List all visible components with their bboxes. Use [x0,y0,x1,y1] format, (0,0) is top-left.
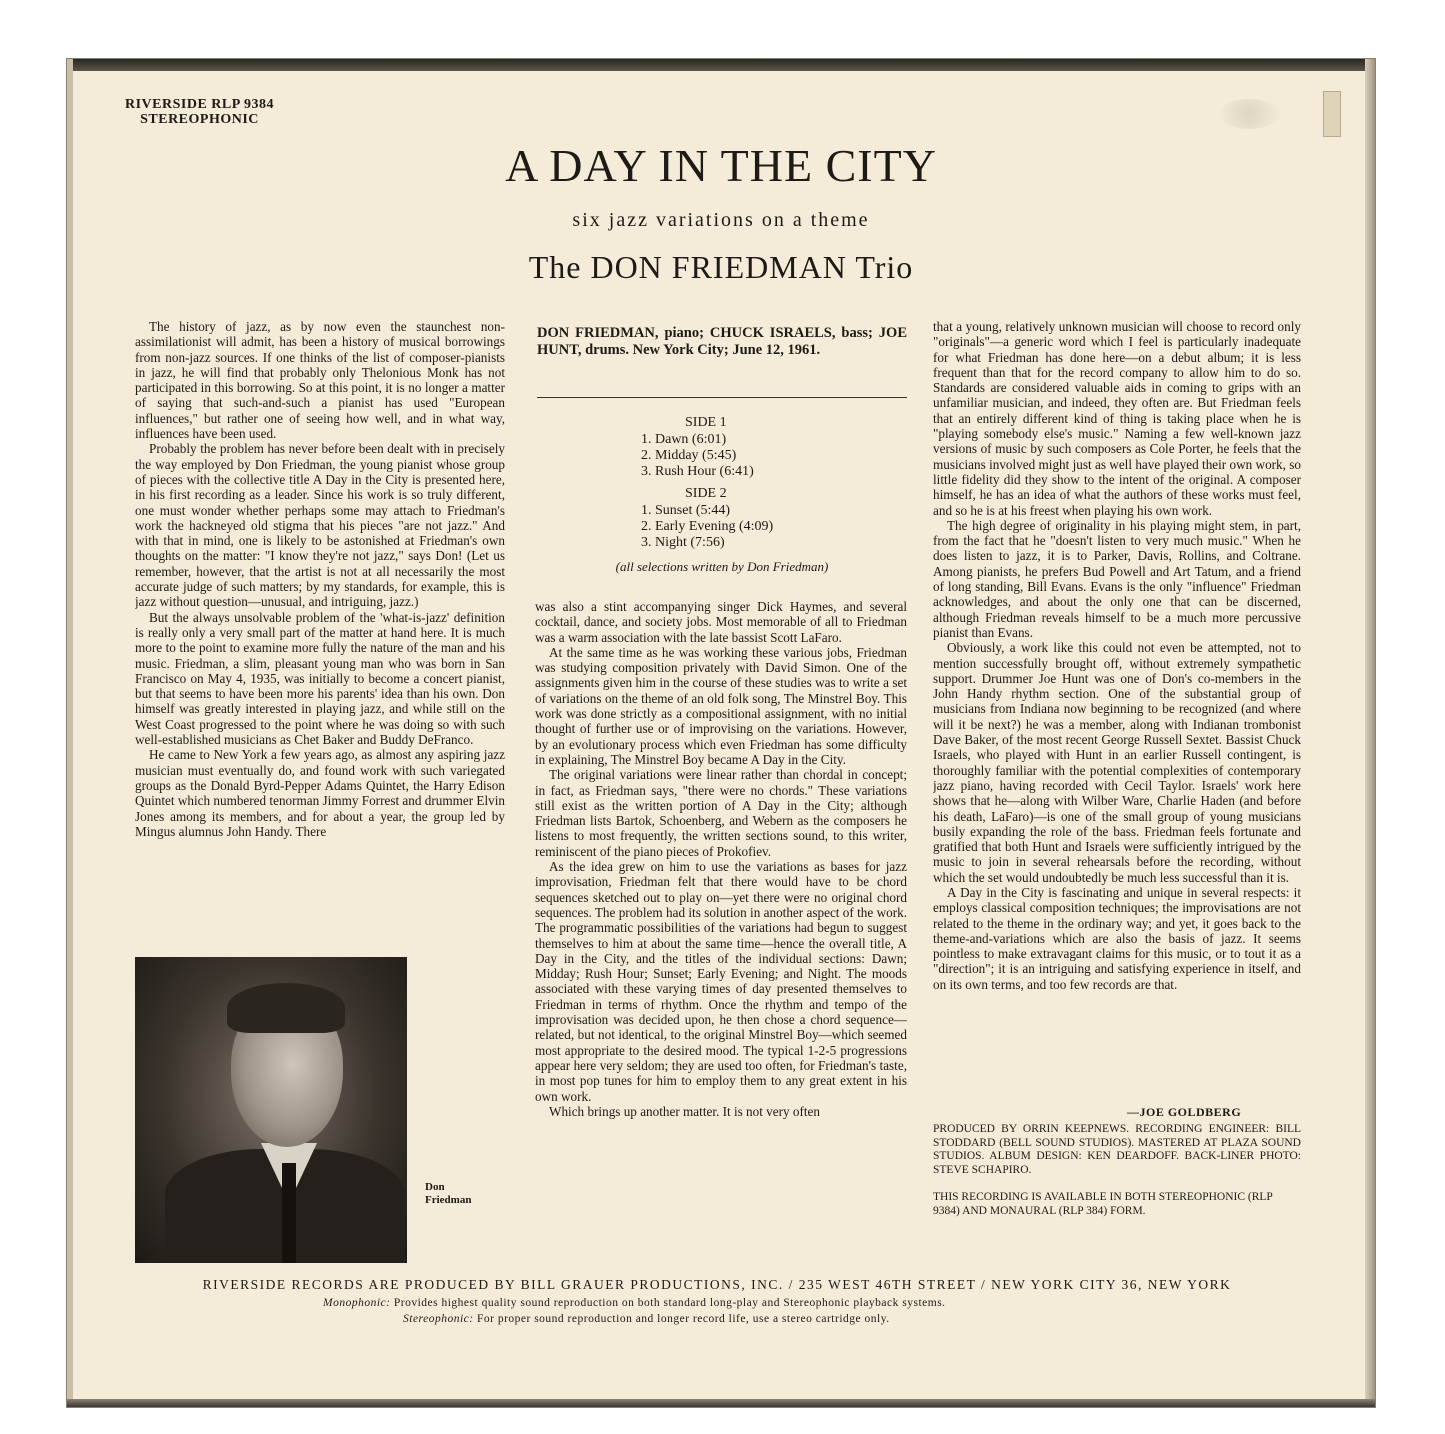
liner-notes-column-2 [535,599,907,1249]
notes-paragraph: The original variations were linear rather than chordal in concept; in fact, as Friedman says, "there were no chords." These variations still exist as the written portion of A Day in the City; although Friedman lists Bartok, Schoenberg, and Webern as the composers he listens to most frequently, the written sections sound, to this writer, reminiscent of the piano pieces of Prokofiev. [535,767,907,859]
notes-paragraph: Obviously, a work like this could not even be attempted, not to mention successfully brought off, without extremely sympathetic support. Drummer Joe Hunt was one of Don's co-members in the John Handy rhythm section. One of the substantial group of musicians from Indiana now beginning to be recognized (and where will it be next?) he was a member, along with Indianan trombonist Dave Baker, of the most recent George Russell Sextet. Bassist Chuck Israels, who played with Hunt in an earlier Russell contingent, is thoroughly familiar with the potential complexities of contemporary jazz piano, having recorded with Cecil Taylor. Israels' work here shows that he—along with Wilber Ware, Charlie Haden (and before his death, LaFaro)—is one of the small group of young musicians busily expanding the role of the bass. Friedman feels fortunate and gratified that both Hunt and Israels were sufficiently intrigued by the music to join in several rehearsals before the recording, without which the set would undoubtedly be much less successful than it is. [933,640,1301,885]
sleeve-top-edge [67,59,1375,71]
catalog-number: RIVERSIDE RLP 9384 [125,97,275,112]
notes-paragraph: But the always unsolvable problem of the 'what-is-jazz' definition is really only a very small part of the matter at hand here. It is much more to the point to examine more fully the nature of the man and his music. Friedman, a slim, pleasant young man who was born in San Francisco on May 4, 1935, was initially to become a concert pianist, but that seems to have been more his parents' idea than his own. Don himself was greatly interested in playing jazz, and while still on the West Coast progressed to the point where he was doing so with such well-established musicians as Chet Baker and Buddy DeFranco. [135,609,505,748]
liner-notes-column-3 [933,319,1301,1101]
sleeve-bottom-edge [67,1399,1375,1407]
artist-photo [135,957,407,1263]
caption-line: Friedman [425,1194,472,1206]
notes-paragraph: Probably the problem has never before been dealt with in precisely the way employed by Don Friedman, the young pianist whose group of pieces with the collective title A Day in the City is presented here, in his first recording as a leader. Since his work is so truly different, one must wonder whether perhaps some may attach to Friedman's work the hackneyed old stigma that his pieces "are not jazz." And with that in mind, one is likely to be astonished at Friedman's own thoughts on the matter: "I know they're not jazz," says Don! (Let us remember, however, that the artist is not at all necessarily the most accurate judge of such matters; by my standards, for example, this is jazz without question—unusual, and intriguing, jazz.) [135,441,505,610]
artist-name: The DON FRIEDMAN Trio [528,249,914,285]
label-address-line: RIVERSIDE RECORDS ARE PRODUCED BY BILL GRAUER PRODUCTIONS, INC. / 235 WEST 46TH STREET / NEW YORK CITY 36, NEW YORK [202,1277,1232,1292]
side-2-label: SIDE 2 [685,486,727,501]
divider-rule [537,397,907,398]
track-item: 3. Rush Hour (6:41) [641,464,754,479]
album-title: A DAY IN THE CITY [505,140,937,191]
album-subtitle: six jazz variations on a theme [572,209,870,231]
notes-paragraph: As the idea grew on him to use the variations as bases for jazz improvisation, Friedman felt that there would have to be chord sequences sketched out to play on—yet there were no original chord sequences. The problem had its solution in another aspect of the work. The programmatic possibilities of the variations had begun to suggest themselves to him at about the same time—hence the overall title, A Day in the City, and the titles of the individual sections: Dawn; Midday; Rush Hour; Sunset; Early Evening; and Night. The moods associated with these varying times of day presented themselves to Friedman in terms of rhythm. Once the rhythm and tempo of the improvisation was decided upon, he then chose a chord sequence—related, but not identical, to the original Minstrel Boy—which seemed most appropriate to the desired mood. The typical 1-2-5 progressions appear here very seldom; they are used too often, for Friedman's taste, in most pop tunes for him to employ them to any great extent in his own work. [535,859,907,1104]
author-signature: —JOE GOLDBERG [1127,1105,1242,1119]
notes-paragraph: A Day in the City is fascinating and unique in several respects: it employs classical composition techniques; the improvisations are not related to the theme in the ordinary way; and yet, it goes back to the theme-and-variations which are also the basis of jazz. It seems pointless to make extravagant claims for this music, or to tout it as a "direction"; it is an intriguing and satisfying experience in itself, and on its own terms, and too few records are that. [933,884,1301,992]
notes-paragraph: He came to New York a few years ago, as almost any aspiring jazz musician must eventually do, and found work with such variegated groups as the Donald Byrd-Pepper Adams Quintet, the Harry Edison Quintet which numbered tenorman Jimmy Forrest and drummer Elvin Jones among its members, and for about a year, the group led by Mingus alumnus John Handy. There [135,747,505,839]
stereophonic-label: Stereophonic: [403,1313,474,1325]
personnel-credits: DON FRIEDMAN, piano; CHUCK ISRAELS, bass; JOE HUNT, drums. New York City; June 12, 1961. [537,325,907,358]
track-item: 1. Dawn (6:01) [641,432,727,447]
production-credits: PRODUCED BY ORRIN KEEPNEWS. RECORDING ENGINEER: BILL STODDARD (BELL SOUND STUDIOS). MASTERED AT PLAZA SOUND STUDIOS. ALBUM DESIGN: KEN DEARDOFF. BACK-LINER PHOTO: STEVE SCHAPIRO. [933,1123,1301,1176]
availability-note: THIS RECORDING IS AVAILABLE IN BOTH STEREOPHONIC (RLP 9384) AND MONAURAL (RLP 384) FORM. [933,1191,1273,1217]
sleeve-stain [1219,99,1279,129]
stereophonic-note [403,1313,890,1325]
monophonic-label: Monophonic: [323,1297,391,1309]
caption-line: Don [425,1181,445,1193]
composer-credit: (all selections written by Don Friedman) [615,559,829,574]
notes-paragraph: The history of jazz, as by now even the staunchest non-assimilationist will admit, has been a history of musical borrowings from non-jazz sources. If one thinks of the list of composer-pianists in jazz, he will find that probably only Thelonious Monk has not participated in this borrowing. So at this point, it is no longer a matter of saying that such-and-such a pianist has used "European influences," but rather one of seeing how well, and in what way, influences have been used. [135,319,505,442]
notes-paragraph: Which brings up another matter. It is not very often [549,1103,821,1119]
tracklist [627,415,887,551]
album-back-cover [66,58,1376,1408]
notes-paragraph: that a young, relatively unknown musician will choose to record only "originals"—a generic word which I feel is particularly inadequate for what Friedman has done here—on a debut album; it is less frequent than that for the record company to allow him to do so. Standards are considered valuable aids in coming to grips with an unfamiliar musician, and indeed, they often are. But Friedman feels that an entirely different kind of thing is taking place when he is "playing somebody else's music." Naming a few well-known jazz versions of music by such composers as Cole Porter, he feels that the musicians involved might just as well have played their own work, so little fidelity did they show to the intent of the original. A composer himself, he has an idea of what the authors of these works must feel, and so he is at his freest when playing his own work. [933,319,1301,518]
notes-paragraph: was also a stint accompanying singer Dick Haymes, and several cocktail, dance, and society jobs. Most memorable of all to Friedman was a warm association with the late bassist Scott LaFaro. [535,599,907,645]
sleeve-tape-tab [1323,91,1341,137]
monophonic-text: Provides highest quality sound reproduction on both standard long-play and Stereophonic playback systems. [393,1297,946,1309]
notes-paragraph: The high degree of originality in his playing might stem, in part, from the fact that he "doesn't listen to very much music." When he does listen to jazz, it is to Parker, Davis, Rollins, and Coltrane. Among pianists, he prefers Bud Powell and Art Tatum, and a friend of long standing, Bill Evans. Evans is the only "influence" Friedman acknowledges, and about the only one that can be discerned, although Friedman reveals himself to be a much more percussive pianist than Evans. [933,517,1301,640]
track-item: 2. Early Evening (4:09) [641,519,774,534]
photo-hair [227,983,345,1033]
liner-notes-column-1 [135,319,505,941]
stereophonic-text: For proper sound reproduction and longer record life, use a stereo cartridge only. [476,1313,890,1325]
monophonic-note [323,1297,946,1309]
track-item: 1. Sunset (5:44) [641,503,731,518]
format-label: STEREOPHONIC [140,112,259,127]
side-1-label: SIDE 1 [685,415,727,430]
photo-caption [425,1181,471,1207]
notes-paragraph: At the same time as he was working these various jobs, Friedman was studying composition privately with David Simon. One of the assignments given him in the course of these studies was to write a set of variations on the theme of an old folk song, The Minstrel Boy. This work was done strictly as a compositional assignment, with no initial thought of further use or of improvising on the variations. However, by an evolutionary process which even Friedman has some difficulty in explaining, The Minstrel Boy became A Day in the City. [535,644,907,767]
catalog-block [125,97,274,127]
track-item: 3. Night (7:56) [641,535,725,550]
track-item: 2. Midday (5:45) [641,448,737,463]
photo-tie [282,1163,296,1263]
